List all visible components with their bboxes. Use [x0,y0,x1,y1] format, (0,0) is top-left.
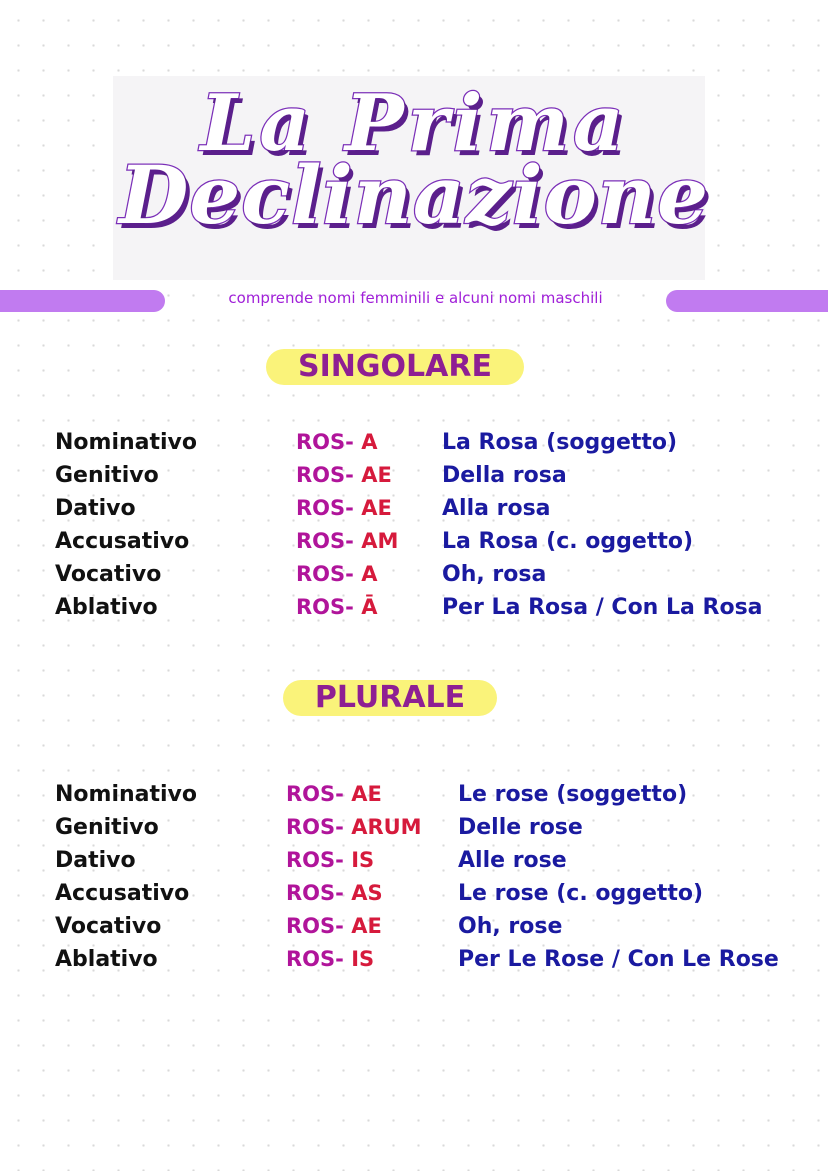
translation: La Rosa (soggetto) [442,430,678,455]
suffix: ARUM [351,815,422,839]
translation: Alle rose [458,848,567,873]
stem: ROS- [286,815,344,839]
plurale-row-genitivo [0,815,828,848]
stem: ROS- [286,782,344,806]
singolare-row-nominativo [0,430,828,463]
stem: ROS- [296,430,354,454]
case-label: Accusativo [55,881,190,906]
stem: ROS- [286,914,344,938]
ending [296,463,392,487]
suffix: AE [361,463,392,487]
case-label: Nominativo [55,782,198,807]
page-title-line-2: Declinazione [118,148,709,242]
plurale-row-accusativo [0,881,828,914]
plurale-row-ablativo [0,947,828,980]
stem: ROS- [286,947,344,971]
ending [296,529,398,553]
case-label: Dativo [55,496,136,521]
suffix: AM [361,529,399,553]
suffix: AE [351,782,382,806]
subtitle-band-right [666,290,828,312]
ending [286,848,374,872]
singolare-row-accusativo [0,529,828,562]
translation: Delle rose [458,815,583,840]
ending [296,562,377,586]
stem: ROS- [296,529,354,553]
suffix: Ā [361,595,378,619]
translation: Della rosa [442,463,567,488]
case-label: Vocativo [55,562,162,587]
suffix: AE [361,496,392,520]
translation: La Rosa (c. oggetto) [442,529,694,554]
translation: Alla rosa [442,496,551,521]
subtitle: comprende nomi femminili e alcuni nomi maschili [228,289,603,307]
plurale-row-dativo [0,848,828,881]
singolare-heading: SINGOLARE [266,349,524,385]
stem: ROS- [296,496,354,520]
ending [286,782,382,806]
suffix: AS [351,881,383,905]
case-label: Dativo [55,848,136,873]
suffix: A [361,430,378,454]
ending [286,947,374,971]
case-label: Genitivo [55,815,159,840]
suffix: AE [351,914,382,938]
ending [296,430,377,454]
ending [296,595,377,619]
translation: Le rose (c. oggetto) [458,881,704,906]
suffix: IS [351,848,375,872]
stem: ROS- [296,562,354,586]
singolare-row-ablativo [0,595,828,628]
singolare-row-vocativo [0,562,828,595]
case-label: Ablativo [55,595,158,620]
ending [286,881,383,905]
plurale-row-vocativo [0,914,828,947]
case-label: Nominativo [55,430,198,455]
case-label: Accusativo [55,529,190,554]
stem: ROS- [286,881,344,905]
singolare-row-genitivo [0,463,828,496]
case-label: Ablativo [55,947,158,972]
plurale-heading: PLURALE [283,680,497,716]
singolare-row-dativo [0,496,828,529]
stem: ROS- [296,595,354,619]
page-title-line-1: La Prima [200,78,628,169]
translation: Le rose (soggetto) [458,782,688,807]
ending [286,815,422,839]
stem: ROS- [296,463,354,487]
subtitle-band-left [0,290,165,312]
stem: ROS- [286,848,344,872]
translation: Per La Rosa / Con La Rosa [442,595,763,620]
translation: Per Le Rose / Con Le Rose [458,947,779,972]
translation: Oh, rosa [442,562,547,587]
case-label: Vocativo [55,914,162,939]
ending [286,914,382,938]
plurale-row-nominativo [0,782,828,815]
suffix: IS [351,947,375,971]
case-label: Genitivo [55,463,159,488]
suffix: A [361,562,378,586]
ending [296,496,392,520]
translation: Oh, rose [458,914,563,939]
